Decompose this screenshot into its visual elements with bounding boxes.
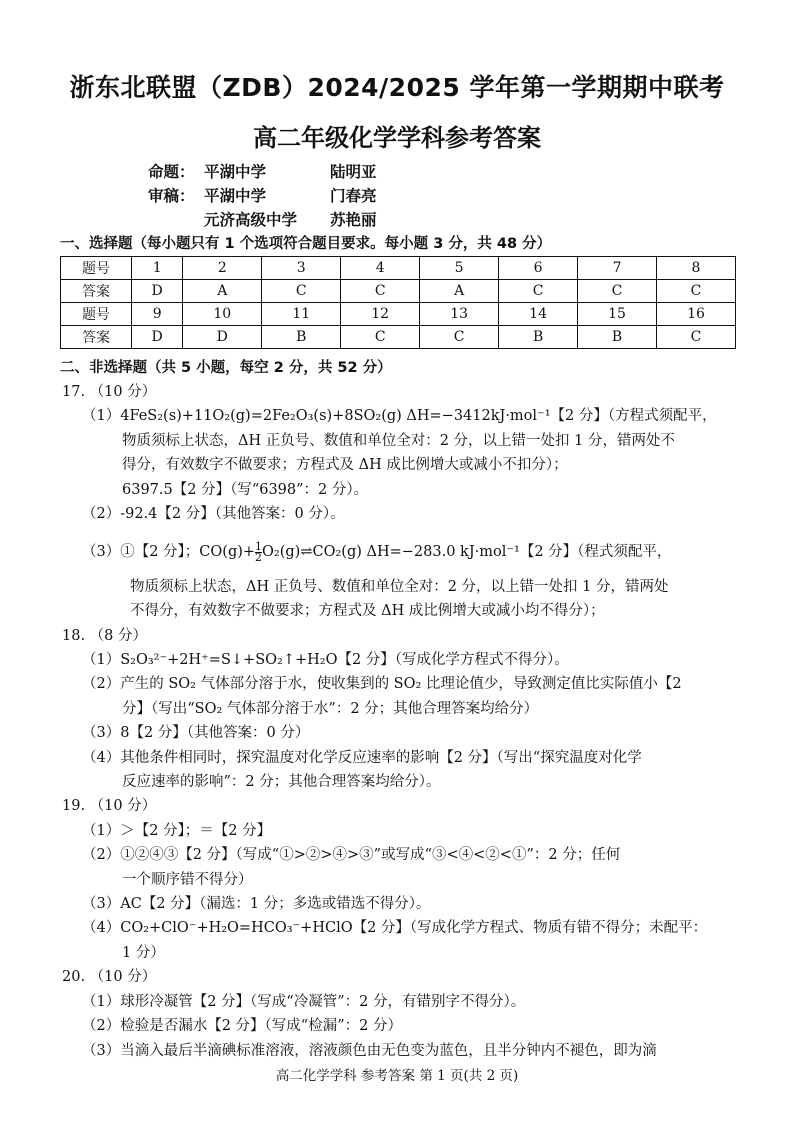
q20-part2: （2）检验是否漏水【2 分】（写成“检漏”：2 分） [82,1018,402,1035]
q19-part1: （1）＞【2 分】；＝【2 分】 [82,822,272,839]
answer-table [60,256,736,349]
author-row [148,184,377,208]
q17-part3-cont: 不得分，有效数字不做要求；方程式及 ΔH 成比例增大或减小均不得分）； [130,603,605,620]
q17-part2: （2）-92.4【2 分】（其他答案：0 分）。 [82,506,345,523]
question-19-heading: 19. （10 分） [62,798,157,815]
table-cell: B [262,326,341,349]
table-cell: A [183,280,262,303]
q19-part3: （3）AC【2 分】（漏选：1 分；多选或错选不得分）。 [82,896,431,913]
q18-part3: （3）8【2 分】（其他答案：0 分） [82,725,310,742]
q20-part1: （1）球形冷凝管【2 分】（写成“冷凝管”：2 分，有错别字不得分）。 [82,993,526,1010]
table-cell: 8 [657,257,736,280]
q17-part3 [62,540,738,564]
q18-part2: （2）产生的 SO₂ 气体部分溶于水，使收集到的 SO₂ 比理论值少，导致测定值比实际值小【2 [82,676,682,693]
table-cell: C [262,280,341,303]
question-20-heading: 20. （10 分） [62,969,157,986]
author-name: 门春亮 [330,187,377,205]
table-row [61,257,736,280]
q17-part1-extra: 6397.5【2 分】（写“6398”：2 分）。 [122,481,369,498]
table-cell: B [499,326,578,349]
q18-part2-cont: 分】（写出“SO₂ 气体部分溶于水”：2 分；其他合理答案均给分） [122,700,539,717]
table-cell: 5 [420,257,499,280]
table-cell: D [132,280,183,303]
table-cell: 6 [499,257,578,280]
table-cell: 12 [341,303,420,326]
q18-part1: （1）S₂O₃²⁻+2H⁺=S↓+SO₂↑+H₂O【2 分】（写成化学方程式不得分）。 [82,652,569,669]
table-cell: C [657,326,736,349]
table-row [61,326,736,349]
table-cell: 9 [132,303,183,326]
page-footer: 高二化学学科 参考答案 第 1 页(共 2 页) [275,1068,519,1084]
row-label: 答案 [61,326,132,349]
table-cell: 15 [578,303,657,326]
table-cell: C [657,280,736,303]
table-cell: 4 [341,257,420,280]
author-row [148,208,377,232]
exam-subtitle: 高二年级化学学科参考答案 [253,124,541,152]
q17-part1-cont: 得分，有效数字不做要求；方程式及 ΔH 成比例增大或减小不扣分）； [122,457,568,474]
table-cell: 13 [420,303,499,326]
q19-part4-cont: 1 分） [122,944,165,961]
table-cell: C [499,280,578,303]
table-cell: 14 [499,303,578,326]
author-name: 陆明亚 [330,163,377,181]
table-cell: C [341,326,420,349]
table-cell: 1 [132,257,183,280]
authors-block [148,160,377,232]
author-role [148,208,204,232]
row-label: 答案 [61,280,132,303]
q17-part3-cont: 物质须标上状态，ΔH 正负号、数值和单位全对：2 分，以上错一处扣 1 分，错两处 [130,578,669,595]
table-row [61,303,736,326]
table-row [61,280,736,303]
q19-part2: （2）①②④③【2 分】（写成“①>②>④>③”或写成“③<④<②<①”：2 分；任何 [82,847,621,864]
fraction-one-half [255,539,263,564]
table-cell: 7 [578,257,657,280]
table-cell: D [183,326,262,349]
table-cell: B [578,326,657,349]
table-cell: A [420,280,499,303]
author-role: 审稿： [148,187,195,205]
table-cell: 16 [657,303,736,326]
table-cell: 11 [262,303,341,326]
table-cell: 3 [262,257,341,280]
q20-part3: （3）当滴入最后半滴碘标准溶液，溶液颜色由无色变为蓝色，且半分钟内不褪色，即为滴 [82,1042,657,1059]
author-school: 平湖中学 [204,187,267,205]
author-name: 苏艳丽 [330,211,377,229]
table-cell: C [341,280,420,303]
section-heading-choice: 一、选择题（每小题只有 1 个选项符合题目要求。每小题 3 分，共 48 分） [60,236,552,252]
q17-part1-cont: 物质须标上状态，ΔH 正负号、数值和单位全对：2 分，以上错一处扣 1 分，错两处不 [122,432,676,449]
exam-title: 浙东北联盟（ZDB）2024/2025 学年第一学期期中联考 [69,73,725,102]
q19-part4: （4）CO₂+ClO⁻+H₂O=HCO₃⁻+HClO【2 分】（写成化学方程式、物质有错不得分；未配平： [82,920,708,937]
question-18-heading: 18. （8 分） [62,627,148,644]
author-row [148,160,377,184]
author-role: 命题： [148,163,195,181]
table-cell: 10 [183,303,262,326]
table-cell: D [132,326,183,349]
q17-part3-pre: （3）①【2 分】；CO(g)+ [82,544,256,561]
fraction-numerator: 1 [255,539,263,553]
row-label: 题号 [61,257,132,280]
row-label: 题号 [61,303,132,326]
table-cell: C [578,280,657,303]
q17-part1: （1）4FeS₂(s)+11O₂(g)=2Fe₂O₃(s)+8SO₂(g) ΔH=−3412kJ·mol⁻¹【2 分】（方程式须配平， [82,408,717,425]
fraction-denominator: 2 [255,550,263,564]
section-heading-nonchoice: 二、非选择题（共 5 小题，每空 2 分，共 52 分） [60,360,392,376]
author-school: 平湖中学 [204,163,267,181]
q17-part3-post: O₂(g)⇌CO₂(g) ΔH=−283.0 kJ·mol⁻¹【2 分】（程式须配平， [262,544,672,561]
table-cell: C [420,326,499,349]
author-school: 元济高级中学 [204,211,298,229]
q19-part2-cont: 一个顺序错不得分） [122,871,253,888]
question-17-heading: 17. （10 分） [62,384,157,400]
table-cell: 2 [183,257,262,280]
q18-part4: （4）其他条件相同时，探究温度对化学反应速率的影响【2 分】（写出“探究温度对化学 [82,749,642,766]
q18-part4-cont: 反应速率的影响”：2 分；其他合理答案均给分）。 [122,774,441,791]
answers-content [62,380,738,1063]
